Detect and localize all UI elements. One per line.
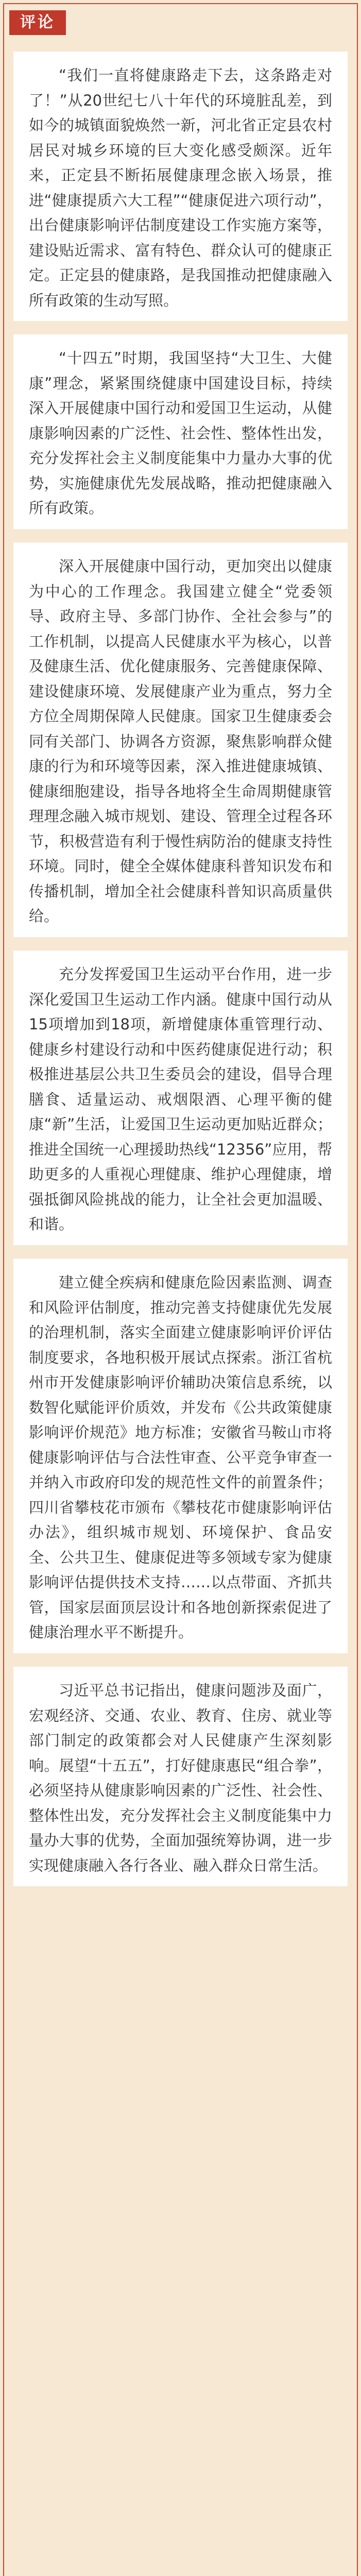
paragraph-text: 习近平总书记指出，健康问题涉及面广，宏观经济、交通、农业、教育、住房、就业等部门制定的政策都会对人民健康产生深刻影响。展望“十五五”，打好健康惠民“组合拳”，必须坚持从健康影响因素的广泛性、社会性、整体性出发，充分发挥社会主义制度能集中力量办大事的优势，全面加强统筹协调，进一步实现健康融入各行各业、融入群众日常生活。 (29, 1682, 332, 1874)
paragraph-text: “十四五”时期，我国坚持“大卫生、大健康”理念，紧紧围绕健康中国建设目标，持续深入开展健康中国行动和爱国卫生运动，从健康影响因素的广泛性、社会性、整体性出发，充分发挥社会主义制度能集中力量办大事的优势，实施健康优先发展战略，推动把健康融入所有政策。 (29, 349, 332, 517)
section-tag: 评论 (9, 10, 66, 35)
paragraph-text: 深入开展健康中国行动，更加突出以健康为中心的工作理念。我国建立健全“党委领导、政府主导、多部门协作、全社会参与”的工作机制，以提高人民健康水平为核心，以普及健康生活、优化健康服务、完善健康保障、建设健康环境、发展健康产业为重点，努力全方位全周期保障人民健康。国家卫生健康委会同有关部门、协调各方资源，聚焦影响群众健康的行为和环境等因素，深入推进健康城镇、健康细胞建设，指导各地将全生命周期健康管理理念融入城市规划、建设、管理全过程各环节，积极营造有利于慢性病防治的健康支持性环境。同时，健全全媒体健康科普知识发布和传播机制，增加全社会健康科普知识高质量供给。 (29, 557, 332, 925)
paragraph-text: 建立健全疾病和健康危险因素监测、调查和风险评估制度，推动完善支持健康优先发展的治理机制，落实全面建立健康影响评价评估制度要求，各地积极开展试点探索。浙江省杭州市开发健康影响评价辅助决策信息系统，以数智化赋能评价质效，并发布《公共政策健康影响评价规范》地方标准；安徽省马鞍山市将健康影响评估与合法性审查、公平竞争审查一并纳入市政府印发的规范性文件的前置条件；四川省攀枝花市颁布《攀枝花市健康影响评估办法》，组织城市规划、环境保护、食品安全、公共卫生、健康促进等多领域专家为健康影响评估提供技术支持……以点带面、齐抓共管，国家层面顶层设计和各地创新探索促进了健康治理水平不断提升。 (29, 1274, 332, 1641)
paragraph-text: “我们一直将健康路走下去，这条路走对了！”从20世纪七八十年代的环境脏乱差，到如今的城镇面貌焕然一新，河北省正定县农村居民对城乡环境的巨大变化感受颇深。近年来，正定县不断拓展健康理念嵌入场景，推进“健康提质六大工程”“健康促进六项行动”，出台健康影响评估制度建设工作实施方案等，建设贴近需求、富有特色、群众认可的健康正定。正定县的健康路，是我国推动把健康融入所有政策的生动写照。 (29, 66, 332, 309)
paragraph-card (13, 543, 348, 937)
paragraph-card (13, 334, 348, 529)
paragraph-card (13, 52, 348, 321)
paragraph-card (13, 1259, 348, 1653)
paragraph-text: 充分发挥爱国卫生运动平台作用，进一步深化爱国卫生运动工作内涵。健康中国行动从15项增加到18项，新增健康体重管理行动、健康乡村建设行动和中医药健康促进行动；积极推进基层公共卫生委员会的建设，倡导合理膳食、适量运动、戒烟限酒、心理平衡的健康“新”生活，让爱国卫生运动更加贴近群众；推进全国统一心理援助热线“12356”应用，帮助更多的人重视心理健康、维护心理健康，增强抵御风险挑战的能力，让全社会更加温暖、和谐。 (29, 965, 332, 1233)
paragraph-card (13, 1667, 348, 1886)
paragraph-card (13, 951, 348, 1245)
